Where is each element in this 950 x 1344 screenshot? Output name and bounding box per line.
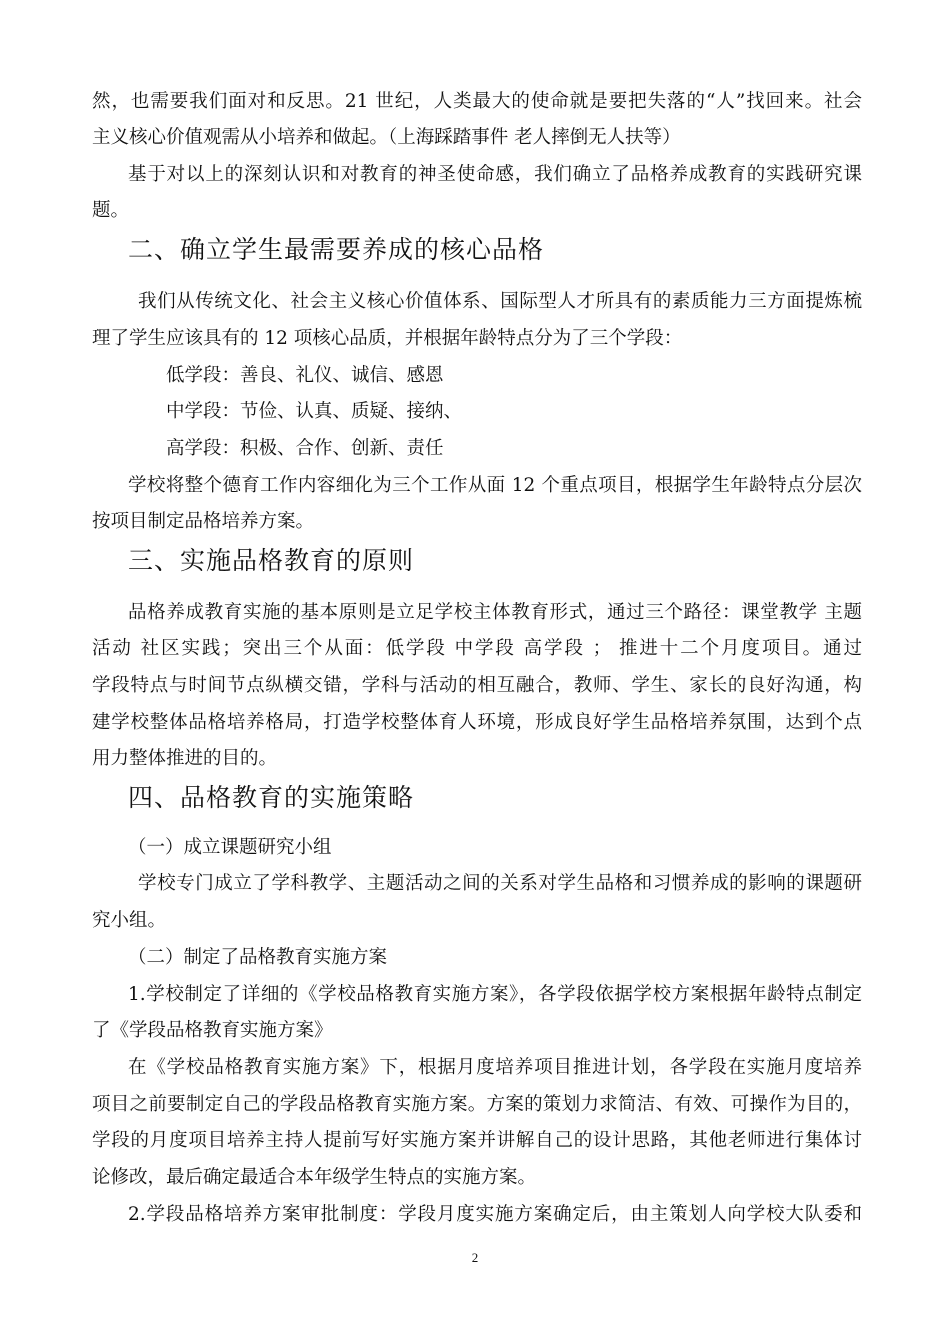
paragraph-line: 建学校整体品格培养格局，打造学校整体育人环境，形成良好学生品格培养氛围，达到个点 xyxy=(92,712,862,733)
paragraph-line: 究小组。 xyxy=(92,910,167,931)
paragraph-line: 然，也需要我们面对和反思。21 世纪，人类最大的使命就是要把失落的“人”找回来。社会 xyxy=(92,91,862,112)
paragraph-line: 按项目制定品格培养方案。 xyxy=(92,511,315,532)
paragraph-line: 论修改，最后确定最适合本年级学生特点的实施方案。 xyxy=(92,1167,537,1188)
paragraph-line: 题。 xyxy=(92,200,130,221)
section-heading: 三、实施品格教育的原则 xyxy=(128,546,415,575)
page-number: 2 xyxy=(471,1250,479,1265)
section-heading: 二、确立学生最需要养成的核心品格 xyxy=(128,235,545,264)
paragraph-line: 项目之前要制定自己的学段品格教育实施方案。方案的策划力求简洁、有效、可操作为目的， xyxy=(92,1094,862,1115)
paragraph-line: 学段特点与时间节点纵横交错，学科与活动的相互融合，教师、学生、家长的良好沟通，构 xyxy=(92,675,862,696)
list-item: 低学段：善良、礼仪、诚信、感恩 xyxy=(166,365,444,386)
paragraph-line: 理了学生应该具有的 12 项核心品质，并根据年龄特点分为了三个学段： xyxy=(92,328,683,349)
paragraph-line: 品格养成教育实施的基本原则是立足学校主体教育形式，通过三个路径：课堂教学 主题 xyxy=(128,602,862,623)
paragraph-line: 基于对以上的深刻认识和对教育的神圣使命感，我们确立了品格养成教育的实践研究课 xyxy=(128,164,862,185)
paragraph-line: 我们从传统文化、社会主义核心价值体系、国际型人才所具有的素质能力三方面提炼梳 xyxy=(138,291,862,312)
paragraph-line: 学校将整个德育工作内容细化为三个工作从面 12 个重点项目，根据学生年龄特点分层次 xyxy=(128,475,862,496)
paragraph-line: 在《学校品格教育实施方案》下，根据月度培养项目推进计划，各学段在实施月度培养 xyxy=(128,1057,862,1078)
paragraph-line: 活动 社区实践；突出三个从面：低学段 中学段 高学段 ； 推进十二个月度项目。通过 xyxy=(92,638,862,659)
paragraph-line: 2.学段品格培养方案审批制度：学段月度实施方案确定后，由主策划人向学校大队委和 xyxy=(128,1204,862,1225)
list-item: 中学段：节俭、认真、质疑、接纳、 xyxy=(166,401,463,422)
section-heading: 四、品格教育的实施策略 xyxy=(128,783,415,812)
subsection-heading: （一）成立课题研究小组 xyxy=(128,837,332,858)
paragraph-line: 用力整体推进的目的。 xyxy=(92,748,278,769)
paragraph-line: 了《学段品格教育实施方案》 xyxy=(92,1020,333,1041)
paragraph-line: 1.学校制定了详细的《学校品格教育实施方案》，各学段依据学校方案根据年龄特点制定 xyxy=(128,984,862,1005)
subsection-heading: （二）制定了品格教育实施方案 xyxy=(128,947,388,968)
paragraph-line: 学校专门成立了学科教学、主题活动之间的关系对学生品格和习惯养成的影响的课题研 xyxy=(138,873,862,894)
list-item: 高学段：积极、合作、创新、责任 xyxy=(166,438,444,459)
paragraph-line: 主义核心价值观需从小培养和做起。（上海踩踏事件 老人摔倒无人扶等） xyxy=(92,127,681,148)
paragraph-line: 学段的月度项目培养主持人提前写好实施方案并讲解自己的设计思路，其他老师进行集体讨 xyxy=(92,1130,862,1151)
